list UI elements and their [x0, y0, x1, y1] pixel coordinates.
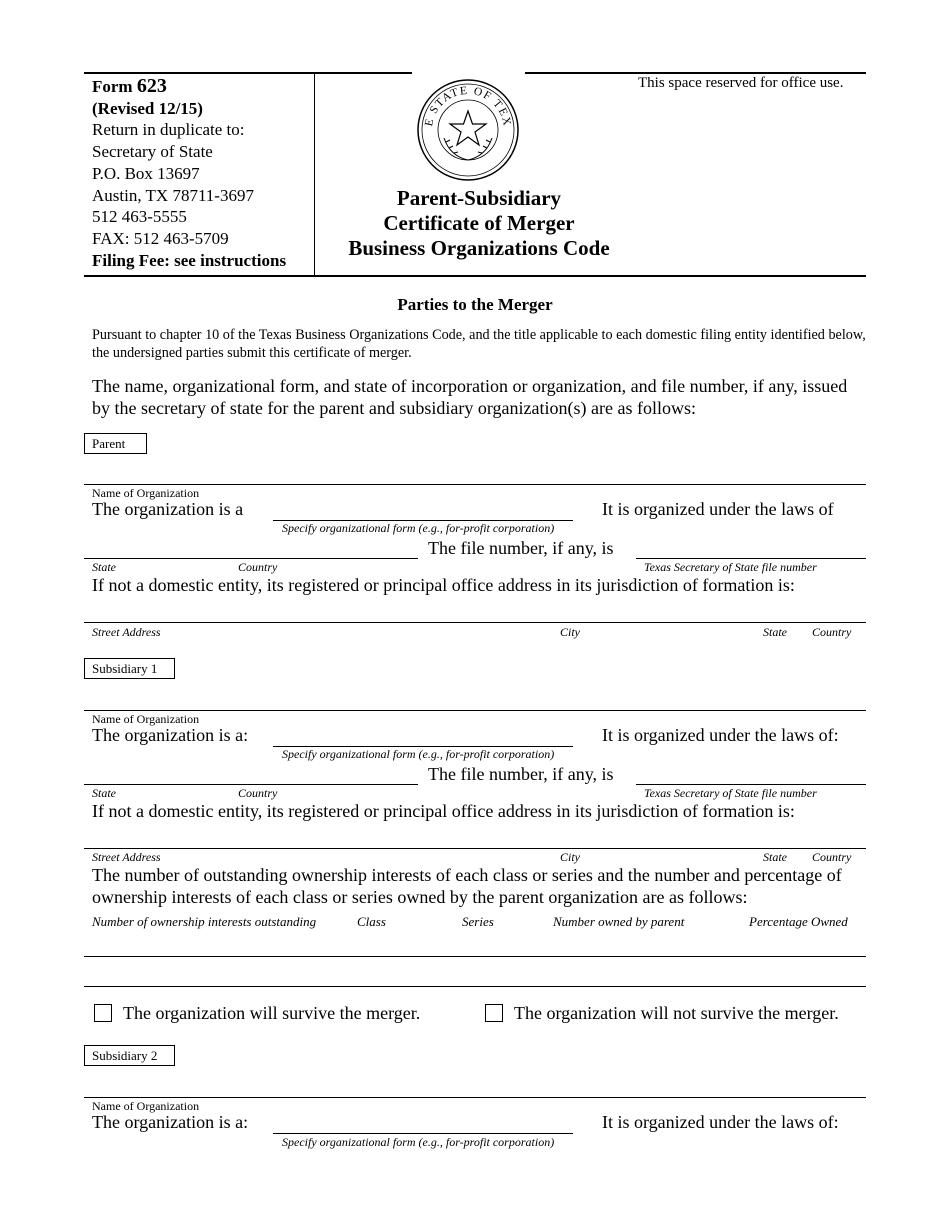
- sub1-survive-label: The organization will survive the merger.: [123, 1003, 421, 1023]
- sub2-name-caption: Name of Organization: [92, 1099, 200, 1113]
- address-line-1: Secretary of State: [92, 142, 213, 162]
- intro-small-text: Pursuant to chapter 10 of the Texas Business Organizations Code, and the title applicable to each domestic filing entity identified below, the undersigned parties submit this certificate of merger.: [92, 327, 866, 361]
- form-info-block: [92, 76, 286, 271]
- sub2-specify-form-caption: Specify organizational form (e.g., for-profit corporation): [282, 1135, 555, 1149]
- sub2-organized-under-label: It is organized under the laws of:: [602, 1112, 839, 1132]
- subsidiary1-label-box: Subsidiary 1: [84, 658, 175, 679]
- phone-number: 512 463-5555: [92, 207, 187, 227]
- sub1-state-field[interactable]: [84, 784, 230, 785]
- header-top-rule-left: [84, 72, 412, 74]
- parent-domestic-text: If not a domestic entity, its registered or principal office address in its jurisdiction of formation is:: [92, 575, 795, 595]
- parent-file-number-caption: Texas Secretary of State file number: [644, 560, 817, 574]
- sub2-org-form-field[interactable]: [273, 1133, 573, 1134]
- sub1-file-number-label: The file number, if any, is: [428, 764, 614, 784]
- sub1-not-survive-checkbox[interactable]: [485, 1004, 503, 1022]
- title-line-1: Parent-Subsidiary: [396, 186, 562, 210]
- col-percentage-owned: Percentage Owned: [749, 914, 848, 929]
- col-outstanding: Number of ownership interests outstanding: [92, 914, 317, 929]
- col-owned-by-parent: Number owned by parent: [553, 914, 685, 929]
- section-title: Parties to the Merger: [397, 295, 553, 314]
- sub1-file-number-field[interactable]: [636, 784, 866, 785]
- header-bottom-rule: [84, 275, 866, 277]
- intro-large-text: The name, organizational form, and state of incorporation or organization, and file number, if any, issued by the secretary of state for the parent and subsidiary organization(s) are as follows:: [92, 376, 848, 418]
- sub1-not-survive-label: The organization will not survive the merger.: [514, 1003, 839, 1023]
- sub2-name-field[interactable]: [84, 1097, 866, 1098]
- sub1-name-caption: Name of Organization: [92, 712, 200, 726]
- office-use-note: This space reserved for office use.: [638, 75, 844, 91]
- sub1-file-number-caption: Texas Secretary of State file number: [644, 786, 817, 800]
- sub2-org-is-label: The organization is a:: [92, 1112, 249, 1132]
- fax-number: FAX: 512 463-5709: [92, 228, 229, 248]
- form-revised: (Revised 12/15): [92, 98, 203, 118]
- header-divider: [314, 72, 315, 275]
- parent-file-number-label: The file number, if any, is: [428, 538, 614, 558]
- sub1-survive-checkbox[interactable]: [94, 1004, 112, 1022]
- address-line-2: P.O. Box 13697: [92, 163, 200, 183]
- title-line-2: Certificate of Merger: [383, 211, 575, 235]
- sub1-org-is-label: The organization is a:: [92, 725, 249, 745]
- parent-specify-form-caption: Specify organizational form (e.g., for-profit corporation): [282, 521, 555, 535]
- parent-file-number-field[interactable]: [636, 558, 866, 559]
- parent-name-caption: Name of Organization: [92, 486, 200, 500]
- sub1-street-caption: Street Address: [92, 850, 161, 864]
- title-line-3: Business Organizations Code: [348, 236, 610, 260]
- parent-name-field[interactable]: [84, 484, 866, 485]
- sub1-country-caption: Country: [238, 786, 278, 800]
- sub1-city-caption: City: [560, 850, 580, 864]
- sub1-specify-form-caption: Specify organizational form (e.g., for-profit corporation): [282, 747, 555, 761]
- form-number-line: Form 623: [92, 75, 167, 97]
- seal-lettering: E STATE OF TEX: [423, 84, 514, 129]
- sub1-name-field[interactable]: [84, 710, 866, 711]
- subsidiary2-label-box: Subsidiary 2: [84, 1045, 175, 1066]
- col-class: Class: [357, 914, 386, 929]
- parent-address-field[interactable]: [84, 622, 866, 623]
- address-line-3: Austin, TX 78711-3697: [92, 185, 254, 205]
- parent-addr-country-caption: Country: [812, 625, 852, 639]
- parent-org-is-label: The organization is a: [92, 499, 244, 519]
- col-series: Series: [462, 914, 494, 929]
- parent-addr-state-caption: State: [763, 625, 787, 639]
- ownership-row-line-2[interactable]: [84, 986, 866, 987]
- sub1-ownership-text: The number of outstanding ownership interests of each class or series and the number and percentage of ownership interests of each class or series owned by the parent organization are as follows:: [92, 865, 842, 907]
- texas-seal-icon: [416, 78, 520, 182]
- form-title: [320, 186, 638, 261]
- parent-organized-under-label: It is organized under the laws of: [602, 499, 834, 519]
- parent-country-caption: Country: [238, 560, 278, 574]
- sub1-domestic-text: If not a domestic entity, its registered or principal office address in its jurisdiction of formation is:: [92, 801, 795, 821]
- form-number: 623: [136, 75, 167, 97]
- parent-country-field[interactable]: [230, 558, 418, 559]
- ownership-row-line-1[interactable]: [84, 956, 866, 957]
- parent-street-caption: Street Address: [92, 625, 161, 639]
- sub1-address-field[interactable]: [84, 848, 866, 849]
- sub1-addr-country-caption: Country: [812, 850, 852, 864]
- parent-state-field[interactable]: [84, 558, 230, 559]
- parent-state-caption: State: [92, 560, 116, 574]
- filing-fee: Filing Fee: see instructions: [92, 250, 287, 270]
- parent-label-box: Parent: [84, 433, 147, 454]
- sub1-addr-state-caption: State: [763, 850, 787, 864]
- return-line: Return in duplicate to:: [92, 120, 245, 140]
- sub1-state-caption: State: [92, 786, 116, 800]
- sub1-organized-under-label: It is organized under the laws of:: [602, 725, 839, 745]
- sub1-country-field[interactable]: [230, 784, 418, 785]
- header-top-rule-right: [525, 72, 866, 74]
- parent-city-caption: City: [560, 625, 580, 639]
